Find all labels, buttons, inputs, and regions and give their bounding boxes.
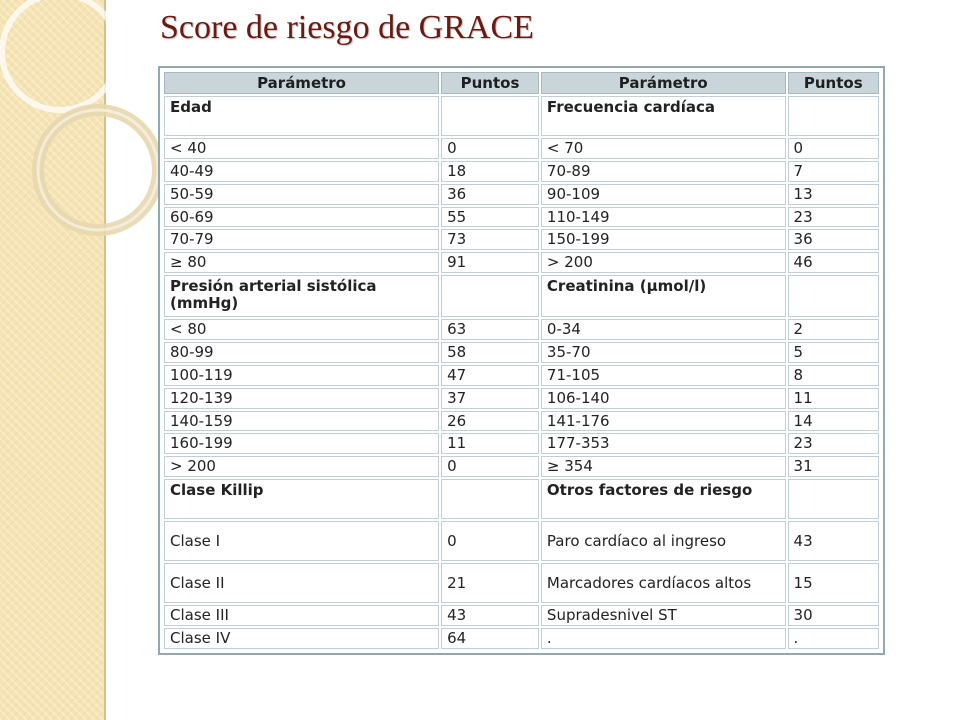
points-cell: 43 xyxy=(441,605,539,626)
table-row xyxy=(164,433,879,454)
points-cell: 11 xyxy=(441,433,539,454)
section-label: Creatinina (µmol/l) xyxy=(541,275,786,317)
parameter-cell: 35-70 xyxy=(541,342,786,363)
parameter-cell: 110-149 xyxy=(541,207,786,228)
table-row xyxy=(164,628,879,649)
slide-title: Score de riesgo de GRACE xyxy=(160,9,534,46)
table-row xyxy=(164,207,879,228)
parameter-cell: 70-89 xyxy=(541,161,786,182)
points-cell: 37 xyxy=(441,388,539,409)
table-cell xyxy=(441,479,539,519)
table-row xyxy=(164,138,879,159)
parameter-cell: 160-199 xyxy=(164,433,439,454)
parameter-cell: ≥ 80 xyxy=(164,252,439,273)
parameter-cell: 100-119 xyxy=(164,365,439,386)
points-cell: 15 xyxy=(788,563,879,603)
parameter-cell: Marcadores cardíacos altos xyxy=(541,563,786,603)
table-cell xyxy=(441,96,539,136)
column-header: Puntos xyxy=(441,72,539,94)
points-cell: 30 xyxy=(788,605,879,626)
parameter-cell: 177-353 xyxy=(541,433,786,454)
parameter-cell: < 40 xyxy=(164,138,439,159)
parameter-cell: 90-109 xyxy=(541,184,786,205)
parameter-cell: 60-69 xyxy=(164,207,439,228)
parameter-cell: 141-176 xyxy=(541,411,786,432)
table-row xyxy=(164,161,879,182)
grace-score-table xyxy=(162,70,881,651)
table-row xyxy=(164,411,879,432)
points-cell: 0 xyxy=(441,138,539,159)
points-cell: 91 xyxy=(441,252,539,273)
table-cell xyxy=(788,96,879,136)
table-section-row xyxy=(164,96,879,136)
points-cell: 36 xyxy=(788,229,879,250)
table-cell xyxy=(788,479,879,519)
points-cell: 46 xyxy=(788,252,879,273)
table-header-row xyxy=(164,72,879,94)
table-cell xyxy=(788,275,879,317)
parameter-cell: 80-99 xyxy=(164,342,439,363)
column-header: Parámetro xyxy=(541,72,786,94)
points-cell: 55 xyxy=(441,207,539,228)
points-cell: 73 xyxy=(441,229,539,250)
parameter-cell: 71-105 xyxy=(541,365,786,386)
section-label: Otros factores de riesgo xyxy=(541,479,786,519)
parameter-cell: Supradesnivel ST xyxy=(541,605,786,626)
table-row xyxy=(164,456,879,477)
parameter-cell: < 70 xyxy=(541,138,786,159)
section-label: Clase Killip xyxy=(164,479,439,519)
table-row xyxy=(164,605,879,626)
points-cell: 58 xyxy=(441,342,539,363)
parameter-cell: 106-140 xyxy=(541,388,786,409)
points-cell: 26 xyxy=(441,411,539,432)
parameter-cell: 40-49 xyxy=(164,161,439,182)
parameter-cell: 50-59 xyxy=(164,184,439,205)
parameter-cell: > 200 xyxy=(541,252,786,273)
parameter-cell: 0-34 xyxy=(541,319,786,340)
points-cell: 23 xyxy=(788,207,879,228)
points-cell: 0 xyxy=(788,138,879,159)
parameter-cell: > 200 xyxy=(164,456,439,477)
parameter-cell: 140-159 xyxy=(164,411,439,432)
section-label: Edad xyxy=(164,96,439,136)
table-row xyxy=(164,184,879,205)
points-cell: 64 xyxy=(441,628,539,649)
points-cell: 43 xyxy=(788,521,879,561)
table-row xyxy=(164,563,879,603)
points-cell: 47 xyxy=(441,365,539,386)
points-cell: 36 xyxy=(441,184,539,205)
parameter-cell: Clase II xyxy=(164,563,439,603)
points-cell: 8 xyxy=(788,365,879,386)
parameter-cell: 150-199 xyxy=(541,229,786,250)
points-cell: . xyxy=(788,628,879,649)
table-section-row xyxy=(164,479,879,519)
parameter-cell: Clase III xyxy=(164,605,439,626)
table-cell xyxy=(441,275,539,317)
grace-score-table-frame xyxy=(158,66,885,655)
points-cell: 0 xyxy=(441,521,539,561)
points-cell: 11 xyxy=(788,388,879,409)
points-cell: 14 xyxy=(788,411,879,432)
column-header: Puntos xyxy=(788,72,879,94)
parameter-cell: Paro cardíaco al ingreso xyxy=(541,521,786,561)
parameter-cell: 70-79 xyxy=(164,229,439,250)
points-cell: 13 xyxy=(788,184,879,205)
table-row xyxy=(164,319,879,340)
column-header: Parámetro xyxy=(164,72,439,94)
points-cell: 63 xyxy=(441,319,539,340)
points-cell: 23 xyxy=(788,433,879,454)
decorative-ring-upper xyxy=(2,0,118,110)
parameter-cell: Clase IV xyxy=(164,628,439,649)
table-row xyxy=(164,365,879,386)
points-cell: 18 xyxy=(441,161,539,182)
points-cell: 21 xyxy=(441,563,539,603)
points-cell: 2 xyxy=(788,319,879,340)
points-cell: 0 xyxy=(441,456,539,477)
table-row xyxy=(164,388,879,409)
parameter-cell: ≥ 354 xyxy=(541,456,786,477)
points-cell: 7 xyxy=(788,161,879,182)
parameter-cell: . xyxy=(541,628,786,649)
points-cell: 5 xyxy=(788,342,879,363)
parameter-cell: Clase I xyxy=(164,521,439,561)
parameter-cell: 120-139 xyxy=(164,388,439,409)
parameter-cell: < 80 xyxy=(164,319,439,340)
table-row xyxy=(164,252,879,273)
table-row xyxy=(164,521,879,561)
table-section-row xyxy=(164,275,879,317)
table-row xyxy=(164,342,879,363)
table-row xyxy=(164,229,879,250)
section-label: Presión arterial sistólica (mmHg) xyxy=(164,275,439,317)
decorative-ring-lower-highlight xyxy=(38,110,158,230)
points-cell: 31 xyxy=(788,456,879,477)
section-label: Frecuencia cardíaca xyxy=(541,96,786,136)
